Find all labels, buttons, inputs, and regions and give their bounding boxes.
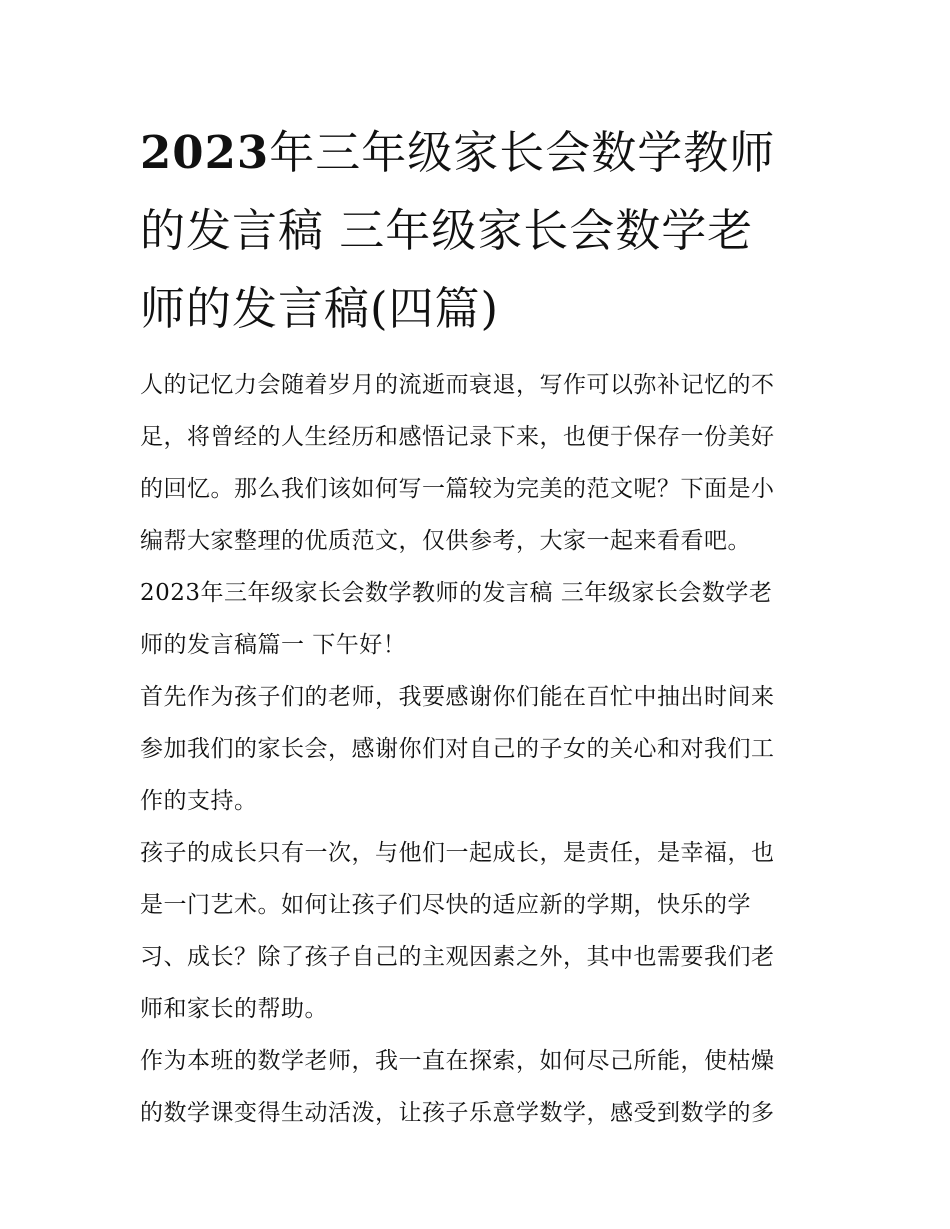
text-line: 习、成长？除了孩子自己的主观因素之外，其中也需要我们老 <box>140 944 775 970</box>
text-line: 师和家长的帮助。 <box>140 996 328 1022</box>
text-line: 2023年三年级家长会数学教师的发言稿 三年级家长会数学老 <box>140 580 773 606</box>
text-line: 作为本班的数学老师，我一直在探索，如何尽己所能，使枯燥 <box>140 1048 775 1074</box>
text-line: 首先作为孩子们的老师，我要感谢你们能在百忙中抽出时间来 <box>140 684 775 710</box>
paragraph-section-heading <box>140 567 830 671</box>
paragraph-growth <box>140 827 830 1035</box>
title-year: 2023 <box>140 126 270 179</box>
text-line: 的数学课变得生动活泼，让孩子乐意学数学，感受到数学的多 <box>140 1100 775 1126</box>
paragraph-thanks <box>140 671 830 827</box>
title-line-2: 的发言稿 三年级家长会数学老 <box>140 204 754 257</box>
text-line: 孩子的成长只有一次，与他们一起成长，是责任，是幸福，也 <box>140 840 775 866</box>
text-line: 人的记忆力会随着岁月的流逝而衰退，写作可以弥补记忆的不 <box>140 372 775 398</box>
text-line: 的回忆。那么我们该如何写一篇较为完美的范文呢？下面是小 <box>140 476 775 502</box>
paragraph-math-teacher <box>140 1035 830 1139</box>
text-line: 作的支持。 <box>140 788 258 814</box>
title-line-1: 2023年三年级家长会数学教师 <box>140 126 776 179</box>
document-title <box>140 114 830 348</box>
text-line: 编帮大家整理的优质范文，仅供参考，大家一起来看看吧。 <box>140 528 751 554</box>
title-line-3: 师的发言稿(四篇) <box>140 282 500 335</box>
paragraph-intro <box>140 359 830 567</box>
text-line: 足，将曾经的人生经历和感悟记录下来，也便于保存一份美好 <box>140 424 775 450</box>
document-body <box>140 359 830 1139</box>
text-line: 参加我们的家长会，感谢你们对自己的子女的关心和对我们工 <box>140 736 775 762</box>
text-line: 是一门艺术。如何让孩子们尽快的适应新的学期，快乐的学 <box>140 892 751 918</box>
text-line: 师的发言稿篇一 下午好！ <box>140 632 407 658</box>
